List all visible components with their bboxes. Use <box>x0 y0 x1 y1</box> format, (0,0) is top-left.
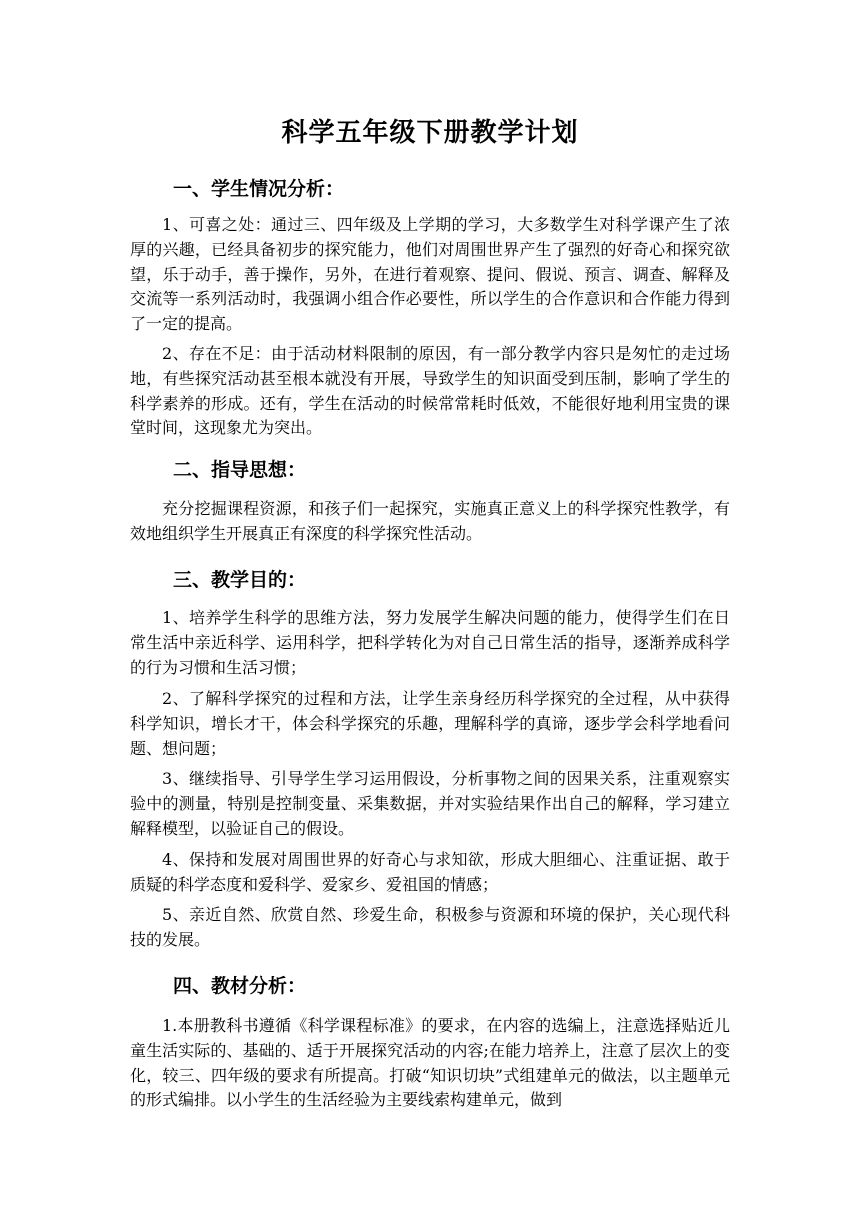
section-heading-textbook-analysis: 四、教材分析： <box>173 975 307 997</box>
section-heading-teaching-goals: 三、教学目的： <box>173 569 307 591</box>
section-heading-student-analysis: 一、学生情况分析： <box>173 178 345 200</box>
paragraph-weaknesses: 2、存在不足：由于活动材料限制的原因，有一部分教学内容只是匆忙的走过场地，有些探究活动甚至根本就没有开展，导致学生的知识面受到压制，影响了学生的科学素养的形成。还有，学生在活动的时候常常耗时低效，不能很好地利用宝贵的课堂时间，这现象尤为突出。 <box>130 344 730 438</box>
section-heading-guiding-ideas: 二、指导思想： <box>173 459 307 481</box>
paragraph-goal-2: 2、了解科学探究的过程和方法，让学生亲身经历科学探究的全过程，从中获得科学知识，增长才干，体会科学探究的乐趣，理解科学的真谛，逐步学会科学地看问题、想问题； <box>130 689 730 758</box>
paragraph-goal-1: 1、培养学生科学的思维方法，努力发展学生解决问题的能力，使得学生们在日常生活中亲近科学、运用科学，把科学转化为对自己日常生活的指导，逐渐养成科学的行为习惯和生活习惯； <box>130 608 730 677</box>
paragraph-guiding-ideas: 充分挖掘课程资源，和孩子们一起探究，实施真正意义上的科学探究性教学，有效地组织学生开展真正有深度的科学探究性活动。 <box>130 499 730 543</box>
paragraph-goal-4: 4、保持和发展对周围世界的好奇心与求知欲，形成大胆细心、注重证据、敢于质疑的科学态度和爱科学、爱家乡、爱祖国的情感； <box>130 850 730 894</box>
paragraph-textbook-1: 1.本册教科书遵循《科学课程标准》的要求，在内容的选编上，注意选择贴近儿童生活实际的、基础的、适于开展探究活动的内容;在能力培养上，注意了层次上的变化，较三、四年级的要求有所提高。打破“知识切块”式组建单元的做法，以主题单元的形式编排。以小学生的生活经验为主要线索构建单元，做到 <box>130 1016 730 1110</box>
document-title: 科学五年级下册教学计划 <box>281 118 579 148</box>
paragraph-goal-3: 3、继续指导、引导学生学习运用假设，分析事物之间的因果关系，注重观察实验中的测量，特别是控制变量、采集数据，并对实验结果作出自己的解释，学习建立解释模型，以验证自己的假设。 <box>130 769 730 838</box>
paragraph-goal-5: 5、亲近自然、欣赏自然、珍爱生命，积极参与资源和环境的保护，关心现代科技的发展。 <box>130 905 730 949</box>
paragraph-strengths: 1、可喜之处：通过三、四年级及上学期的学习，大多数学生对科学课产生了浓厚的兴趣，已经具备初步的探究能力，他们对周围世界产生了强烈的好奇心和探究欲望，乐于动手，善于操作，另外，在进行着观察、提问、假说、预言、调查、解释及交流等一系列活动时，我强调小组合作必要性，所以学生的合作意识和合作能力得到了一定的提高。 <box>130 215 730 334</box>
